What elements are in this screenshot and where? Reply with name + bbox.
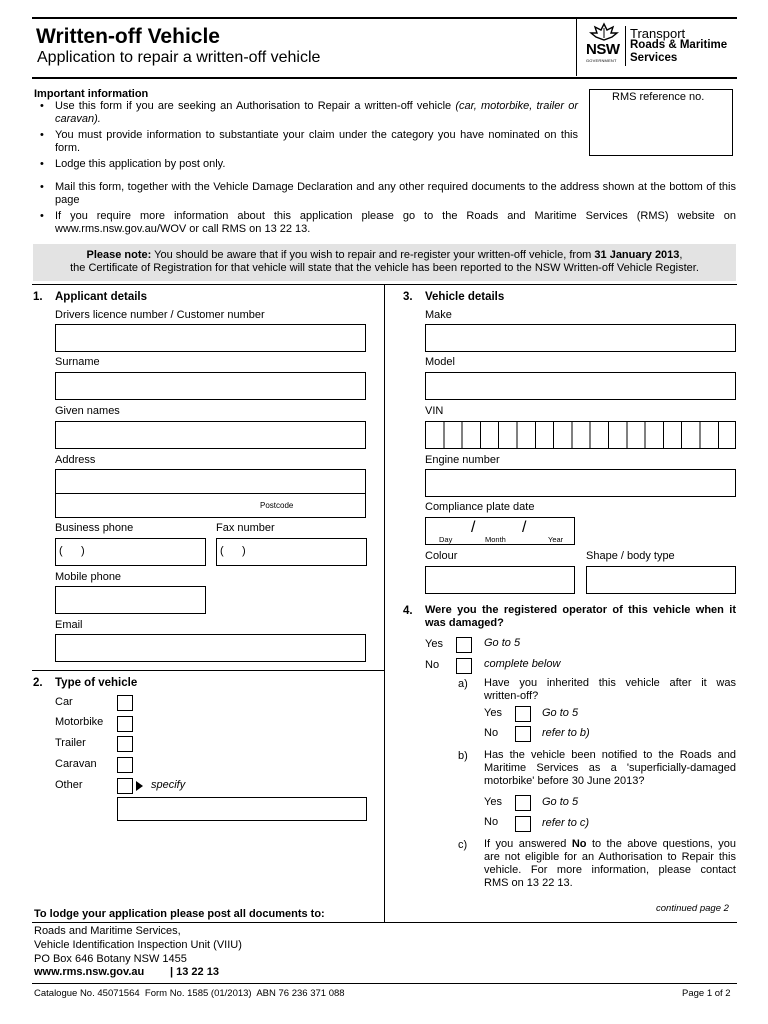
fax-paren: ( ) <box>220 545 246 557</box>
note-line-2: the Certificate of Registration for that vehicle will state that the vehicle has been reported to the NSW Written-off Vehicle Register. <box>70 262 699 274</box>
address-line-3: PO Box 646 Botany NSW 1455 <box>34 953 187 965</box>
catalogue-info: Catalogue No. 45071564 Form No. 1585 (01/2013) ABN 76 236 371 088 <box>34 988 345 999</box>
given-names-input[interactable] <box>55 421 366 449</box>
important-bullet-4 <box>40 181 736 206</box>
bullet-italic: (car, motorbike, trailer or caravan). <box>55 100 578 125</box>
make-input[interactable] <box>425 324 736 352</box>
section3-title: Vehicle details <box>425 291 505 303</box>
footer-bottom-rule <box>32 983 737 984</box>
business-phone-label: Business phone <box>55 522 134 534</box>
business-phone-paren: ( ) <box>59 545 85 557</box>
bullet-text: You must provide information to substantiate your claim under the category you have nominated on this form. <box>55 129 578 154</box>
email-input[interactable] <box>55 634 366 662</box>
form-subtitle: Application to repair a written-off vehicle <box>37 49 321 66</box>
address-split-line <box>56 493 365 494</box>
type-car-label: Car <box>55 696 73 708</box>
q4c-line-2: are not eligible for an Authorisation to Repair this <box>484 851 736 863</box>
bullet-text: If you require more information about this application please go to the Roads and Maritime Services (RMS) website on www.rms.nsw.gov.au/WOV or call RMS on 13 22 13. <box>55 210 736 235</box>
compliance-label: Compliance plate date <box>425 501 535 513</box>
type-caravan-checkbox[interactable] <box>117 757 133 773</box>
type-caravan-label: Caravan <box>55 758 97 770</box>
q4a-no-refer: refer to b) <box>542 727 590 739</box>
section2-rule <box>32 670 384 671</box>
website-link[interactable]: www.rms.nsw.gov.au <box>34 966 145 978</box>
q4c-post: to the above questions, you <box>586 838 736 850</box>
important-bullet-5 <box>40 210 736 235</box>
type-trailer-label: Trailer <box>55 737 86 749</box>
colour-label: Colour <box>425 550 458 562</box>
q4-yes-checkbox[interactable] <box>456 637 472 653</box>
q4a-line-1: Have you inherited this vehicle after it was <box>484 677 736 689</box>
address-line-1: Roads and Maritime Services, <box>34 925 181 937</box>
q4b-line-2: Maritime Services as a 'superficially-damaged <box>484 762 736 774</box>
q4c-label: c) <box>458 839 468 851</box>
header-divider <box>576 19 577 76</box>
date-slash-1: / <box>471 519 476 536</box>
type-trailer-checkbox[interactable] <box>117 736 133 752</box>
q4a-line-2: written-off? <box>484 690 539 702</box>
q4-no-checkbox[interactable] <box>456 658 472 674</box>
other-specify-input[interactable] <box>117 797 367 821</box>
type-other-checkbox[interactable] <box>117 778 133 794</box>
vin-label: VIN <box>425 405 444 417</box>
logo-nsw-text: NSW <box>586 41 620 58</box>
rms-reference-label: RMS reference no. <box>612 91 705 103</box>
bullet-text: Mail this form, together with the Vehicle Damage Declaration and any other required documents to the address shown at the bottom of this page <box>55 181 736 206</box>
q4a-yes-checkbox[interactable] <box>515 706 531 722</box>
address-label: Address <box>55 454 96 466</box>
q4b-text <box>484 749 736 788</box>
important-bullet-2 <box>40 129 578 154</box>
address-input[interactable] <box>55 469 366 518</box>
licence-input[interactable] <box>55 324 366 352</box>
q4-yes-label: Yes <box>425 638 443 650</box>
type-motorbike-label: Motorbike <box>55 716 104 728</box>
section4-question <box>425 604 736 630</box>
important-bullet-1 <box>40 100 578 125</box>
q4b-label: b) <box>458 750 468 762</box>
date-slash-2: / <box>522 519 527 536</box>
mobile-label: Mobile phone <box>55 571 122 583</box>
compliance-date-input[interactable] <box>425 517 575 545</box>
important-heading: Important information <box>34 88 149 100</box>
question-line-2: was damaged? <box>425 617 504 629</box>
month-label: Month <box>485 535 506 544</box>
vin-input[interactable] <box>425 421 736 449</box>
logo-roads-maritime: Roads & Maritime <box>630 39 728 51</box>
make-label: Make <box>425 309 452 321</box>
engine-label: Engine number <box>425 454 500 466</box>
q4b-no-checkbox[interactable] <box>515 816 531 832</box>
postcode-label: Postcode <box>260 501 294 510</box>
section4-number: 4. <box>403 605 413 617</box>
model-label: Model <box>425 356 455 368</box>
important-list-wide <box>40 181 736 239</box>
q4b-no-label: No <box>484 816 499 828</box>
q4a-yes-goto: Go to 5 <box>542 707 579 719</box>
surname-label: Surname <box>55 356 100 368</box>
q4-yes-goto: Go to 5 <box>484 637 521 649</box>
section2-title: Type of vehicle <box>55 677 138 689</box>
q4c-text <box>484 838 736 890</box>
note-date: 31 January 2013 <box>594 249 680 261</box>
rms-reference-box[interactable] <box>589 89 733 156</box>
q4a-text <box>484 677 736 703</box>
continued-label: continued page 2 <box>656 903 729 914</box>
q4b-line-3: motorbike' before 30 June 2013? <box>484 775 645 787</box>
phone-number: | 13 22 13 <box>170 966 219 978</box>
type-car-checkbox[interactable] <box>117 695 133 711</box>
note-bold-label: Please note: <box>86 249 152 261</box>
email-label: Email <box>55 619 83 631</box>
q4a-label: a) <box>458 678 468 690</box>
q4-no-complete: complete below <box>484 658 561 670</box>
important-bullet-3 <box>40 158 578 171</box>
licence-label: Drivers licence number / Customer number <box>55 309 265 321</box>
given-names-label: Given names <box>55 405 120 417</box>
nsw-logo <box>584 22 624 66</box>
section2-number: 2. <box>33 677 43 689</box>
bullet-text: Use this form if you are seeking an Authorisation to Repair a written-off vehicle <box>55 100 456 112</box>
waratah-icon <box>584 22 624 42</box>
q4b-yes-checkbox[interactable] <box>515 795 531 811</box>
q4c-pre: If you answered <box>484 838 572 850</box>
logo-divider <box>625 26 626 66</box>
question-line-1: Were you the registered operator of this vehicle when it <box>425 604 736 616</box>
important-list <box>40 100 578 175</box>
shape-label: Shape / body type <box>586 550 675 562</box>
footer-top-rule <box>32 922 737 923</box>
section1-number: 1. <box>33 291 43 303</box>
day-label: Day <box>439 535 453 544</box>
logo-government-text: GOVERNMENT <box>586 58 617 63</box>
colour-input[interactable] <box>425 566 575 594</box>
bullet-text: Lodge this application by post only. <box>55 158 226 171</box>
engine-input[interactable] <box>425 469 736 497</box>
section1-title: Applicant details <box>55 291 148 303</box>
address-line-2: Vehicle Identification Inspection Unit (VIIU) <box>34 939 242 951</box>
top-rule <box>32 17 737 19</box>
q4b-no-refer: refer to c) <box>542 817 590 829</box>
shape-input[interactable] <box>586 566 736 594</box>
q4b-line-1: Has the vehicle been notified to the Roads and <box>484 749 736 761</box>
form-title: Written-off Vehicle <box>36 25 220 48</box>
q4a-no-label: No <box>484 727 499 739</box>
q4a-no-checkbox[interactable] <box>515 726 531 742</box>
section3-number: 3. <box>403 291 413 303</box>
fax-label: Fax number <box>216 522 275 534</box>
q4-no-label: No <box>425 659 440 671</box>
q4c-bold: No <box>571 838 587 850</box>
page-number: Page 1 of 2 <box>682 988 731 999</box>
note-line-1 <box>33 249 736 261</box>
lodge-heading: To lodge your application please post all documents to: <box>34 908 325 920</box>
q4b-yes-label: Yes <box>484 796 502 808</box>
note-comma: , <box>679 249 683 261</box>
year-label: Year <box>548 535 564 544</box>
type-other-label: Other <box>55 779 83 791</box>
q4c-line-3: vehicle. For more information, please contact <box>484 864 736 876</box>
mobile-input[interactable] <box>55 586 206 614</box>
q4b-yes-goto: Go to 5 <box>542 796 579 808</box>
logo-services: Services <box>630 52 678 64</box>
arrow-right-icon <box>136 781 143 791</box>
model-input[interactable] <box>425 372 736 400</box>
column-divider <box>384 284 385 922</box>
q4a-yes-label: Yes <box>484 707 502 719</box>
business-phone-input[interactable] <box>55 538 206 566</box>
surname-input[interactable] <box>55 372 366 400</box>
q4c-line-4: RMS on 13 22 13. <box>484 877 573 889</box>
note-text: You should be aware that if you wish to repair and re-register your written-off vehicle, from <box>151 249 595 261</box>
header-bottom-rule <box>32 77 737 79</box>
q4c-line-1 <box>484 838 736 851</box>
specify-label: specify <box>151 779 186 791</box>
fax-input[interactable] <box>216 538 367 566</box>
type-motorbike-checkbox[interactable] <box>117 716 133 732</box>
logo-transport: Transport <box>630 26 686 41</box>
